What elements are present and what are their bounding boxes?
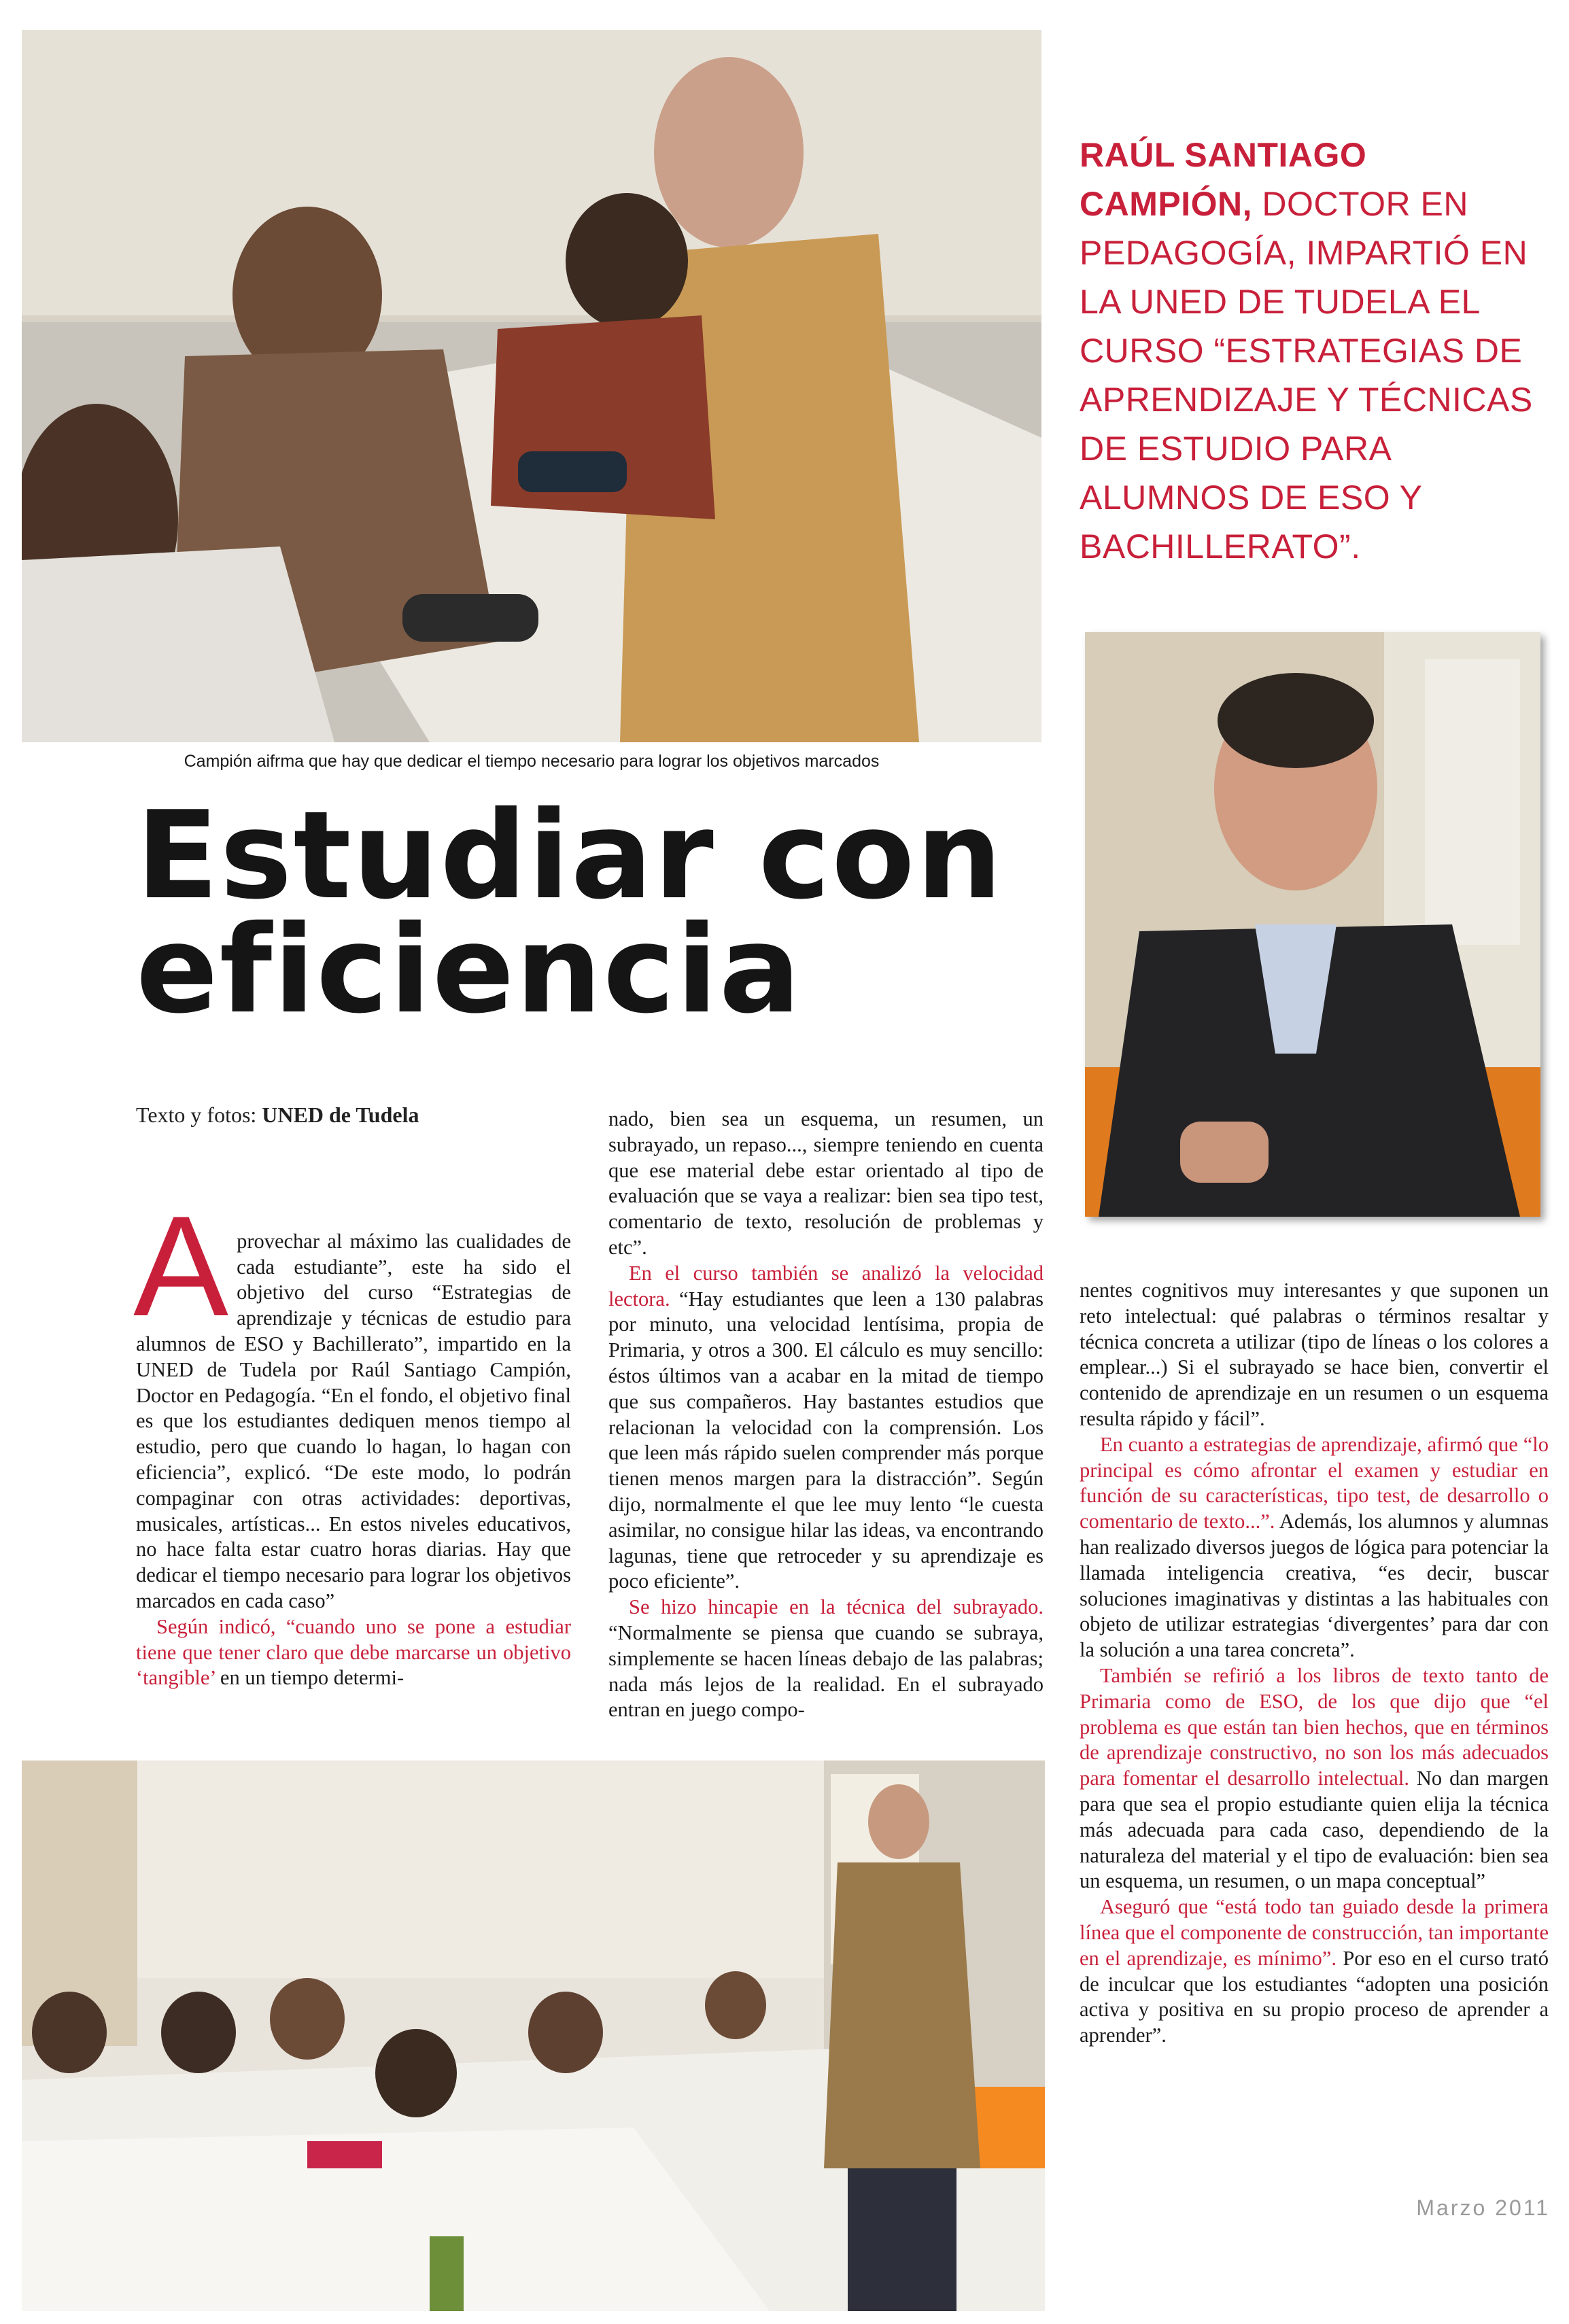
paragraph-text: “Hay estudiantes que leen a 130 palabras por minuto, una velocidad lentísima, propia de Primaria, y otros a 300. El cálculo es muy sencillo: éstos últimos van a acabar en la mitad de tiempo que sus compañeros. Hay bastantes estudios que relacionan la velocidad con la comprensión. Los que leen más rápido suelen comprender más porque tienen menos margen para la distracción”. Según dijo, normalmente el que lee muy lento “le cuesta asimilar, no consigue hilar las ideas, va encontrando lagunas, tiene que retroceder y su aprendizaje es poco eficiente”. bbox=[608, 1287, 1044, 1593]
headline bbox=[136, 785, 1088, 1040]
paragraph-text: Por eso en el curso trató de inculcar que los estudiantes “adopten una posición activa y positiva en su propio proceso de aprender a aprender”. bbox=[1080, 1946, 1549, 2047]
headline-line-1: Estudiar con bbox=[136, 785, 1004, 926]
highlight-text: También se refirió a los libros de texto tanto de Primaria como de ESO, de los que dijo que “el problema es que están tan bien hechos, que en términos de aprendizaje constructivo, no son los más adecuados para fomentar el desarrollo intelectual. bbox=[1080, 1663, 1549, 1790]
paragraph bbox=[608, 1261, 1044, 1595]
deck-text: DOCTOR EN PEDAGOGÍA, IMPARTIÓ EN LA UNED DE TUDELA EL CURSO “ESTRATEGIAS DE APRENDIZAJE Y TÉCNICAS DE ESTUDIO PARA ALUMNOS DE ESO Y BACHILLERATO”. bbox=[1080, 185, 1533, 566]
drop-cap: A bbox=[133, 1186, 229, 1346]
paragraph bbox=[1080, 1663, 1549, 1894]
paragraph-text: en un tiempo determi- bbox=[215, 1666, 404, 1690]
paragraph-text: No dan margen para que sea el propio estudiante quien elija la técnica más adecuada para cada caso, dependiendo de la naturaleza del material y el tipo de evaluación: bien sea un esquema, un resumen, o un mapa conceptual” bbox=[1080, 1767, 1549, 1893]
deck-name: RAÚL SANTIAGO CAMPIÓN, bbox=[1080, 136, 1367, 223]
byline bbox=[136, 1103, 571, 1128]
paragraph-text: Además, los alumnos y alumnas han realizado diversos juegos de lógica para potenciar la llamada inteligencia creativa, “es decir, buscar soluciones imaginativas y distintas a las habituales con objeto de utilizar estrategias ‘divergentes’ para dar con la solución a una tarea concreta”. bbox=[1080, 1510, 1549, 1662]
article-deck bbox=[1080, 131, 1549, 571]
headline-line-2: eficiencia bbox=[136, 899, 802, 1040]
highlight-text: En el curso también se analizó la velocidad lectora. bbox=[608, 1261, 1044, 1311]
paragraph: nentes cognitivos muy interesantes y que suponen un reto intelectual: qué palabras o términos resaltar y técnica concreta a utilizar (tipo de líneas o los colores a emplear...) Si el subrayado se hace bien, convertir el contenido de aprendizaje en un resumen o un esquema resulta rápido y fácil”. bbox=[1080, 1279, 1549, 1430]
paragraph bbox=[608, 1595, 1044, 1723]
byline-author: UNED de Tudela bbox=[262, 1103, 419, 1127]
byline-label: Texto y fotos: bbox=[136, 1103, 262, 1127]
highlight-text: Se hizo hincapie en la técnica del subrayado. bbox=[629, 1595, 1044, 1619]
highlight-text: En cuanto a estrategias de aprendizaje, afirmó que “lo principal es cómo afrontar el examen y estudiar en función de su características, tipo test, de desarrollo o comentario de texto...”. bbox=[1080, 1432, 1549, 1533]
article-column-3 bbox=[1080, 1278, 1549, 2049]
paragraph-intro-text: provechar al máximo las cualidades de cada estudiante”, este ha sido el objetivo del curso “Estrategias de aprendizaje y técnicas de estudio para alumnos de ESO y Bachillerato”, impartido en la UNED de Tudela por Raúl Santiago Campión, Doctor en Pedagogía. “En el fondo, el objetivo final es que los estudiantes dediquen menos tiempo al estudio, pero que cuando lo hagan, lo hagan con eficiencia”, explicó. “De este modo, lo podrán compaginar con otras actividades: deportivas, musicales, artísticas... En estos niveles educativos, no hace falta estar cuatro horas diarias. Hay que dedicar el tiempo necesario para lograr los objetivos marcados en cada caso” bbox=[136, 1229, 571, 1612]
classroom-photo-bottom bbox=[22, 1761, 1045, 2311]
issue-date: Marzo 2011 bbox=[1416, 2196, 1550, 2220]
photo-caption: Campión aifrma que hay que dedicar el tiempo necesario para lograr los objetivos marcados bbox=[184, 752, 880, 771]
paragraph-text: “Normalmente se piensa que cuando se subraya, simplemente se hacen líneas debajo de las palabras; nada más lejos de la realidad. En el subrayado entran en juego compo- bbox=[608, 1620, 1044, 1722]
highlight-text: Según indicó, “cuando uno se pone a estudiar tiene que tener claro que debe marcarse un objetivo ‘tangible’ bbox=[136, 1614, 571, 1690]
highlight-text: Aseguró que “está todo tan guiado desde la primera línea que el componente de construcción, tan importante en el aprendizaje, es mínimo”. bbox=[1080, 1895, 1549, 1970]
portrait-photo bbox=[1085, 632, 1540, 1217]
classroom-photo-top bbox=[22, 30, 1041, 742]
article-column-2 bbox=[608, 1107, 1044, 1723]
paragraph bbox=[136, 1614, 571, 1691]
article-column-1 bbox=[133, 1186, 571, 1691]
paragraph: nado, bien sea un esquema, un resumen, un subrayado, un repaso..., siempre teniendo en cuenta que ese material debe estar orientado al tipo de evaluación que se vaya a realizar: bien sea tipo test, comentario de texto, resolución de problemas y etc”. bbox=[608, 1107, 1044, 1259]
paragraph bbox=[1080, 1432, 1549, 1663]
paragraph bbox=[1080, 1894, 1549, 2049]
paragraph-intro bbox=[133, 1186, 571, 1614]
